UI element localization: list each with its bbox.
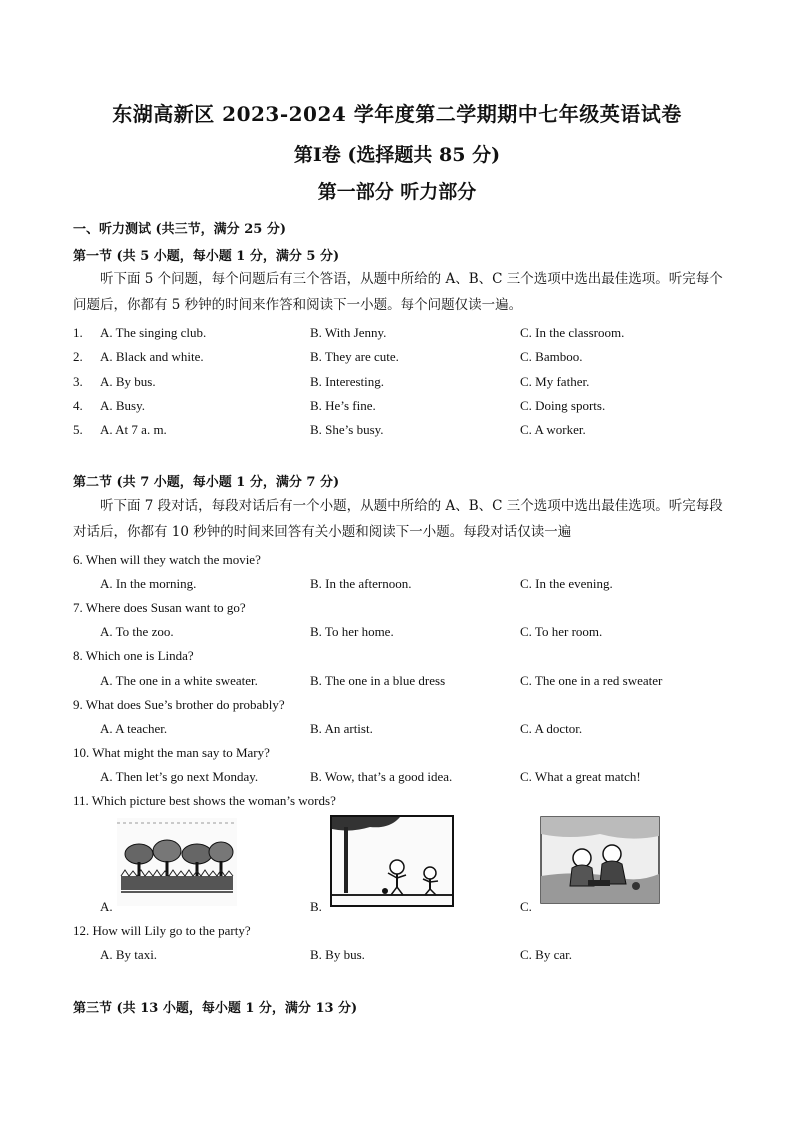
option-a: A. The singing club. [100, 325, 207, 340]
sub2-heading: 第二节 (共 7 小题，每小题 1 分，满分 7 分) [73, 475, 340, 490]
sub2-instructions: 听下面 7 段对话，每段对话后有一个小题，从题中所给的 A、B、C 三个选项中选出最佳选项。听完每段对话后，你都有 10 秒钟的时间来回答有关小题和阅读下一小题。每段对话仅读一遍 [73, 498, 723, 540]
picture-b-label: B. [310, 899, 322, 914]
option-c: C. My father. [520, 374, 590, 389]
question-text: 9. What does Sue’s brother do probably? [73, 697, 285, 712]
picture-a-trees-illustration [117, 818, 237, 906]
option-a: A. To the zoo. [100, 624, 174, 639]
question-row [73, 673, 723, 693]
option-b: B. He’s fine. [310, 398, 376, 413]
volume-title: 第Ⅰ卷 (选择题共 85 分) [293, 144, 501, 166]
option-a: A. By bus. [100, 374, 156, 389]
question-text: 6. When will they watch the movie? [73, 552, 261, 567]
question-row [73, 349, 723, 369]
option-a: A. Busy. [100, 398, 146, 413]
option-c: C. In the evening. [520, 576, 613, 591]
option-a: A. The one in a white sweater. [100, 673, 258, 688]
question-row [73, 947, 723, 967]
question-text: 8. Which one is Linda? [73, 648, 194, 663]
question-row [73, 624, 723, 644]
option-b: B. By bus. [310, 947, 365, 962]
question-row [73, 325, 723, 345]
question-text: 12. How will Lily go to the party? [73, 923, 251, 938]
option-c: C. A doctor. [520, 721, 583, 736]
option-b: B. Wow, that’s a good idea. [310, 769, 453, 784]
option-b: B. They are cute. [310, 349, 399, 364]
option-a: A. Black and white. [100, 349, 204, 364]
option-c: C. Doing sports. [520, 398, 606, 413]
question-row [73, 422, 723, 442]
question-number: 1. [73, 325, 83, 340]
option-b: B. The one in a blue dress [310, 673, 446, 688]
sub1-heading: 第一节 (共 5 小题，每小题 1 分，满分 5 分) [73, 249, 340, 264]
option-a: A. In the morning. [100, 576, 197, 591]
question-number: 4. [73, 398, 83, 413]
option-b: B. With Jenny. [310, 325, 387, 340]
question-row [73, 398, 723, 418]
question-text: 11. Which picture best shows the woman’s words? [73, 793, 336, 808]
section-heading: 一、听力测试 (共三节，满分 25 分) [73, 222, 286, 237]
picture-a-label: A. [100, 899, 113, 914]
option-c: C. What a great match! [520, 769, 641, 784]
question-text: 7. Where does Susan want to go? [73, 600, 246, 615]
option-b: B. In the afternoon. [310, 576, 412, 591]
picture-c-picnic-illustration [540, 816, 660, 904]
question-number: 2. [73, 349, 83, 364]
question-row [73, 374, 723, 394]
picture-c-label: C. [520, 899, 532, 914]
picture-b-children-playing-illustration [330, 815, 454, 907]
option-a: A. Then let’s go next Monday. [100, 769, 259, 784]
question-text: 10. What might the man say to Mary? [73, 745, 270, 760]
question-number: 3. [73, 374, 83, 389]
question-row [73, 769, 723, 789]
option-b: B. Interesting. [310, 374, 385, 389]
sub1-instructions: 听下面 5 个问题，每个问题后有三个答语，从题中所给的 A、B、C 三个选项中选出最佳选项。听完每个问题后，你都有 5 秒钟的时间来作答和阅读下一小题。每个问题仅读一遍。 [73, 271, 723, 313]
question-number: 5. [73, 422, 83, 437]
question-row [73, 576, 723, 596]
sub3-heading: 第三节 (共 13 小题，每小题 1 分，满分 13 分) [73, 1001, 358, 1016]
option-b: B. An artist. [310, 721, 373, 736]
option-c: C. Bamboo. [520, 349, 583, 364]
exam-title: 东湖高新区 2023-2024 学年度第二学期期中七年级英语试卷 [112, 102, 682, 126]
part-title: 第一部分 听力部分 [317, 181, 477, 203]
option-b: B. She’s busy. [310, 422, 384, 437]
question-row [73, 721, 723, 741]
option-c: C. The one in a red sweater [520, 673, 663, 688]
option-a: A. By taxi. [100, 947, 158, 962]
option-a: A. At 7 a. m. [100, 422, 167, 437]
option-c: C. By car. [520, 947, 572, 962]
option-c: C. In the classroom. [520, 325, 625, 340]
option-c: C. To her room. [520, 624, 603, 639]
option-b: B. To her home. [310, 624, 394, 639]
option-c: C. A worker. [520, 422, 586, 437]
option-a: A. A teacher. [100, 721, 168, 736]
